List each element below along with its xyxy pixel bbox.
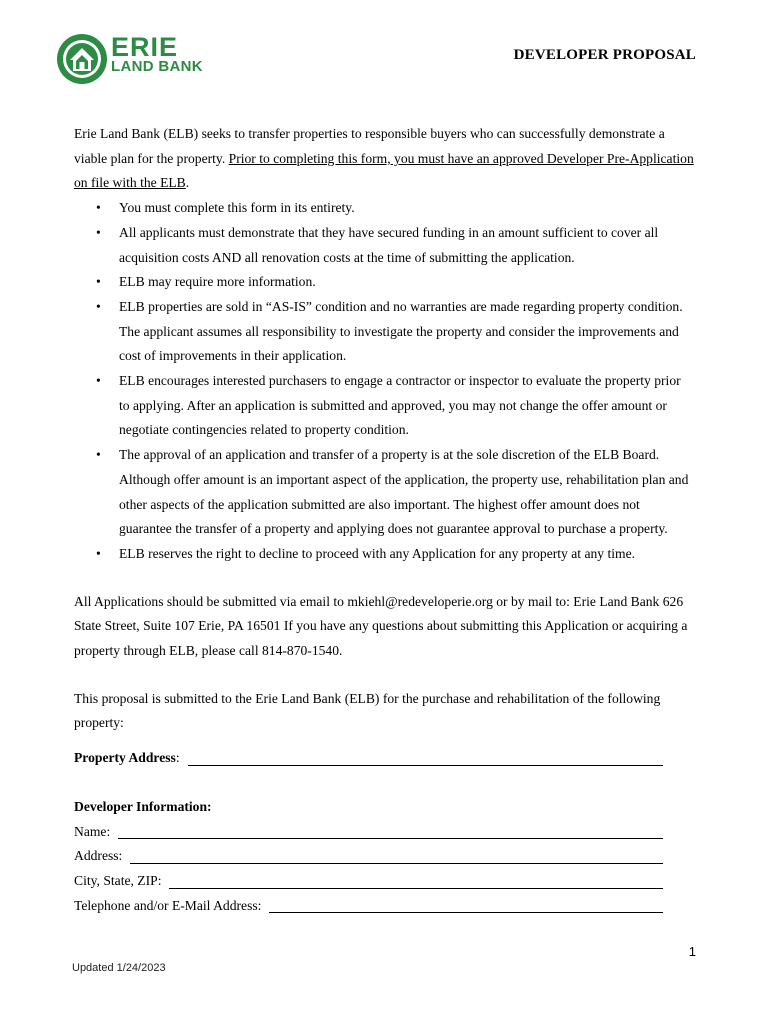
property-address-label: Property Address [74, 750, 176, 766]
list-item: • The approval of an application and transfer of a property is at the sole discretion of the ELB Board. Although offer amount is an important aspect of the application, the property use, rehabilitation plan and other aspects of the application submitted are also important. The highest offer amount does not guarantee the transfer of a property and applying does not guarantee approval to purchase a property. [74, 443, 694, 542]
intro-paragraph [74, 122, 694, 196]
property-address-row [74, 746, 663, 771]
name-row [74, 820, 663, 845]
city-state-zip-field[interactable] [169, 871, 663, 889]
contact-row [74, 894, 663, 919]
requirements-list [74, 196, 694, 567]
proposal-intro-paragraph: This proposal is submitted to the Erie Land Bank (ELB) for the purchase and rehabilitation of the following property: [74, 690, 661, 731]
address-row [74, 844, 663, 869]
intro-text: Erie Land Bank (ELB) seeks to transfer properties to responsible buyers who can successfully demonstrate a viable plan for the property. [74, 126, 665, 166]
name-label: Name: [74, 823, 111, 839]
name-field[interactable] [118, 821, 663, 839]
contact-field[interactable] [269, 895, 663, 913]
list-item: • You must complete this form in its entirety. [74, 196, 694, 221]
property-address-colon: : [175, 750, 180, 766]
logo-wordmark-land-bank: LAND BANK [111, 58, 203, 75]
address-field[interactable] [130, 846, 663, 864]
list-item: • ELB encourages interested purchasers to engage a contractor or inspector to evaluate the property prior to applying. After an application is submitted and approved, you may not change the offer amount or negotiate contingencies related to property condition. [74, 369, 694, 443]
contact-label: Telephone and/or E-Mail Address: [74, 897, 262, 913]
document-body [74, 122, 694, 918]
list-item: • ELB reserves the right to decline to proceed with any Application for any property at any time. [74, 542, 694, 567]
city-state-zip-row [74, 869, 663, 894]
list-item: • ELB properties are sold in “AS-IS” condition and no warranties are made regarding property condition. The applicant assumes all responsibility to investigate the property and consider the improvements and cost of improvements in their application. [74, 295, 694, 369]
erie-land-bank-logo [56, 32, 226, 86]
document-title: DEVELOPER PROPOSAL [513, 47, 696, 63]
property-address-field[interactable] [188, 748, 663, 766]
logo-wordmark-erie: ERIE [111, 32, 179, 62]
page-number: 1 [688, 944, 696, 959]
list-item: • ELB may require more information. [74, 270, 694, 295]
footer-updated-date: Updated 1/24/2023 [72, 962, 166, 974]
submission-paragraph: All Applications should be submitted via email to mkiehl@redeveloperie.org or by mail to: Erie Land Bank 626 State Street, Suite 107 Erie, PA 16501 If you have any questions about submitting this Application or acquiring a property through ELB, please call 814-870-1540. [74, 593, 688, 659]
intro-period: . [185, 175, 190, 191]
list-item: • All applicants must demonstrate that they have secured funding in an amount sufficient to cover all acquisition costs AND all renovation costs at the time of submitting the application. [74, 221, 694, 270]
developer-info-heading: Developer Information: [74, 798, 212, 814]
house-emblem-icon [56, 33, 108, 85]
address-label: Address: [74, 848, 123, 864]
city-state-zip-label: City, State, ZIP: [74, 872, 162, 888]
pre-application-requirement: Prior to completing this form, you must have an approved Developer Pre-Application on file with the ELB [74, 150, 694, 191]
